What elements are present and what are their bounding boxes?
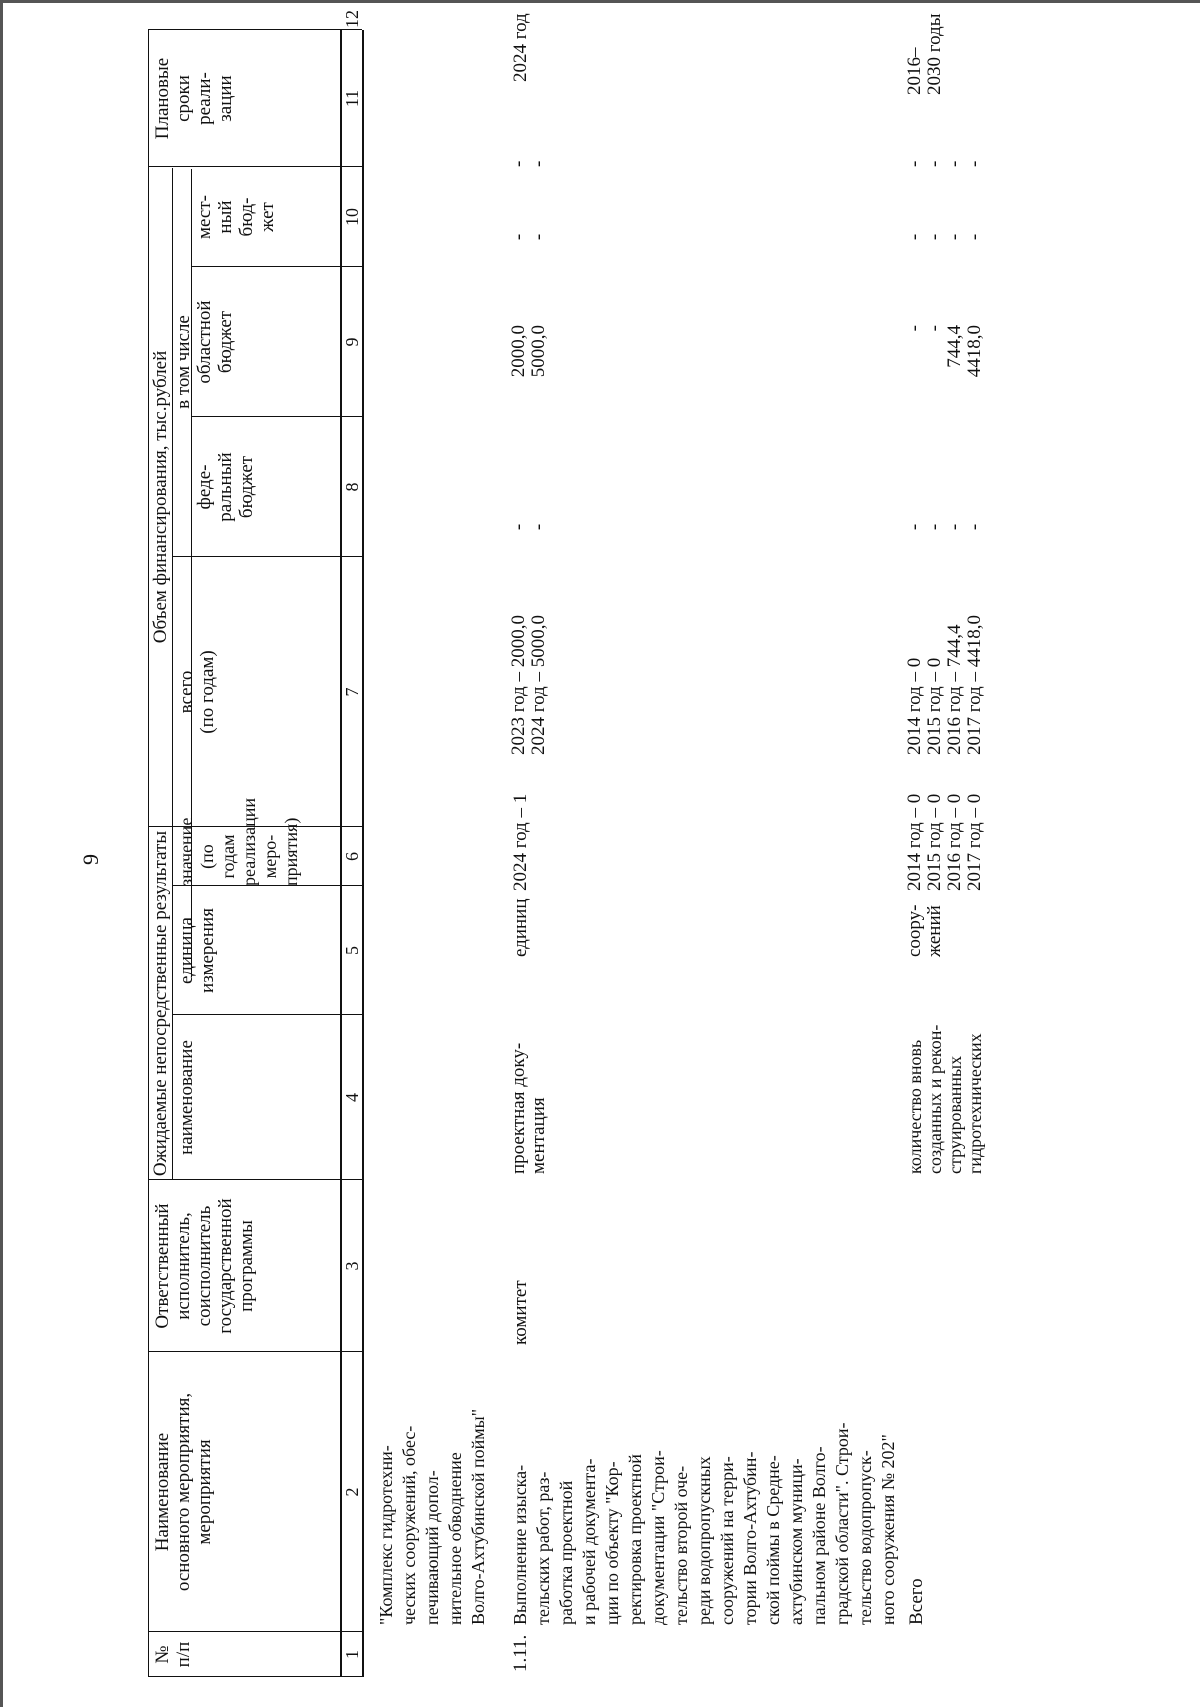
header-terms: Плановые сроки реали- зации — [152, 57, 236, 140]
header-value: значение (по годам реализации меро- приятия) — [176, 798, 301, 886]
row-result-name: проектная доку- ментация — [508, 1042, 549, 1174]
total-total: 2014 год – 0 2015 год – 0 2016 год – 744,4 2017 год – 4418,0 — [904, 615, 985, 755]
column-number: 6 — [342, 852, 362, 861]
header-regional: областной бюджет — [194, 300, 236, 384]
page-number: 9 — [78, 854, 103, 865]
total-label: Всего — [906, 1578, 927, 1625]
row-number: 1.11. — [510, 1634, 531, 1672]
total-terms: 2016– 2030 годы — [904, 13, 945, 95]
column-number: 5 — [342, 946, 362, 955]
header-total: всего (по годам) — [176, 650, 218, 734]
row-total: 2023 год – 2000,0 2024 год – 5000,0 — [508, 615, 549, 755]
column-number: 1 — [342, 1650, 362, 1659]
row-unit: единиц — [510, 898, 531, 957]
row-executor: комитет — [510, 1280, 531, 1345]
column-number: 11 — [342, 89, 362, 108]
total-value: 2014 год – 0 2015 год – 0 2016 год – 0 2017 год – 0 — [904, 793, 985, 891]
row-federal: - - — [508, 523, 549, 531]
header-number — [152, 1632, 194, 1677]
column-number: 4 — [342, 1093, 362, 1102]
total-extrabudget: - - - - — [904, 160, 985, 167]
column-number: 9 — [342, 337, 362, 347]
header-activity-name: Наименование основного мероприятия, мероприятия — [152, 1392, 215, 1592]
header-results-group: Ожидаемые непосредственные результаты — [150, 830, 171, 1177]
column-number: 10 — [342, 208, 362, 226]
header-result-name: наименование — [176, 1040, 197, 1155]
continuation-activity-name: "Комплекс гидротехни- ческих сооружений, обес- печивающий допол- нительное обводнение Волго-Ахтубинской поймы" — [376, 1408, 488, 1625]
header-unit: единица измерения — [176, 908, 218, 993]
total-regional: - - 744,4 4418,0 — [904, 325, 985, 378]
header-local: мест- ный бюд- жет — [194, 195, 278, 239]
row-activity-name: Выполнение изыска- тельских работ, раз- работка проектной и рабочей документа- ции по объекту "Кор- ректировка проектной документации "Строи- тельство второй оче- реди водопропускных сооружений на терри- тории Волго-Ахтубин- ской поймы в Средне- ахтубинском муници- пальном районе Волго- градской области". Строи- тельство водопропуск- ного сооружения № 202" — [510, 1422, 898, 1625]
total-federal: - - - - — [904, 523, 985, 531]
header-federal: феде- ральный бюджет — [194, 452, 257, 522]
total-local: - - - - — [904, 233, 985, 241]
total-unit: соору- жений — [904, 904, 945, 957]
column-number: 12 — [342, 10, 362, 28]
column-number: 7 — [342, 687, 362, 697]
header-including: в том числе — [173, 315, 194, 409]
column-number: 2 — [342, 1487, 362, 1497]
column-number: 8 — [342, 482, 362, 492]
header-executor: Ответственный исполнитель, соисполнитель государственной программы — [152, 1198, 257, 1334]
row-local: - - — [508, 233, 549, 241]
row-extrabudget: - - — [508, 160, 549, 167]
total-result-name: количество вновь созданных и рекон- струированных гидротехнических — [905, 1024, 985, 1174]
row-regional: 2000,0 5000,0 — [508, 325, 549, 378]
header-number-top: № — [152, 1645, 173, 1664]
header-finance-group: Объем финансирования, тыс.рублей — [150, 350, 171, 644]
column-number: 3 — [342, 1261, 362, 1271]
scan-edge-left — [0, 0, 3, 1707]
row-value: 2024 год – 1 — [510, 793, 531, 891]
row-terms: 2024 год — [510, 13, 531, 82]
scan-edge-top — [0, 0, 1200, 3]
header-number-bottom: п/п — [173, 1641, 194, 1668]
